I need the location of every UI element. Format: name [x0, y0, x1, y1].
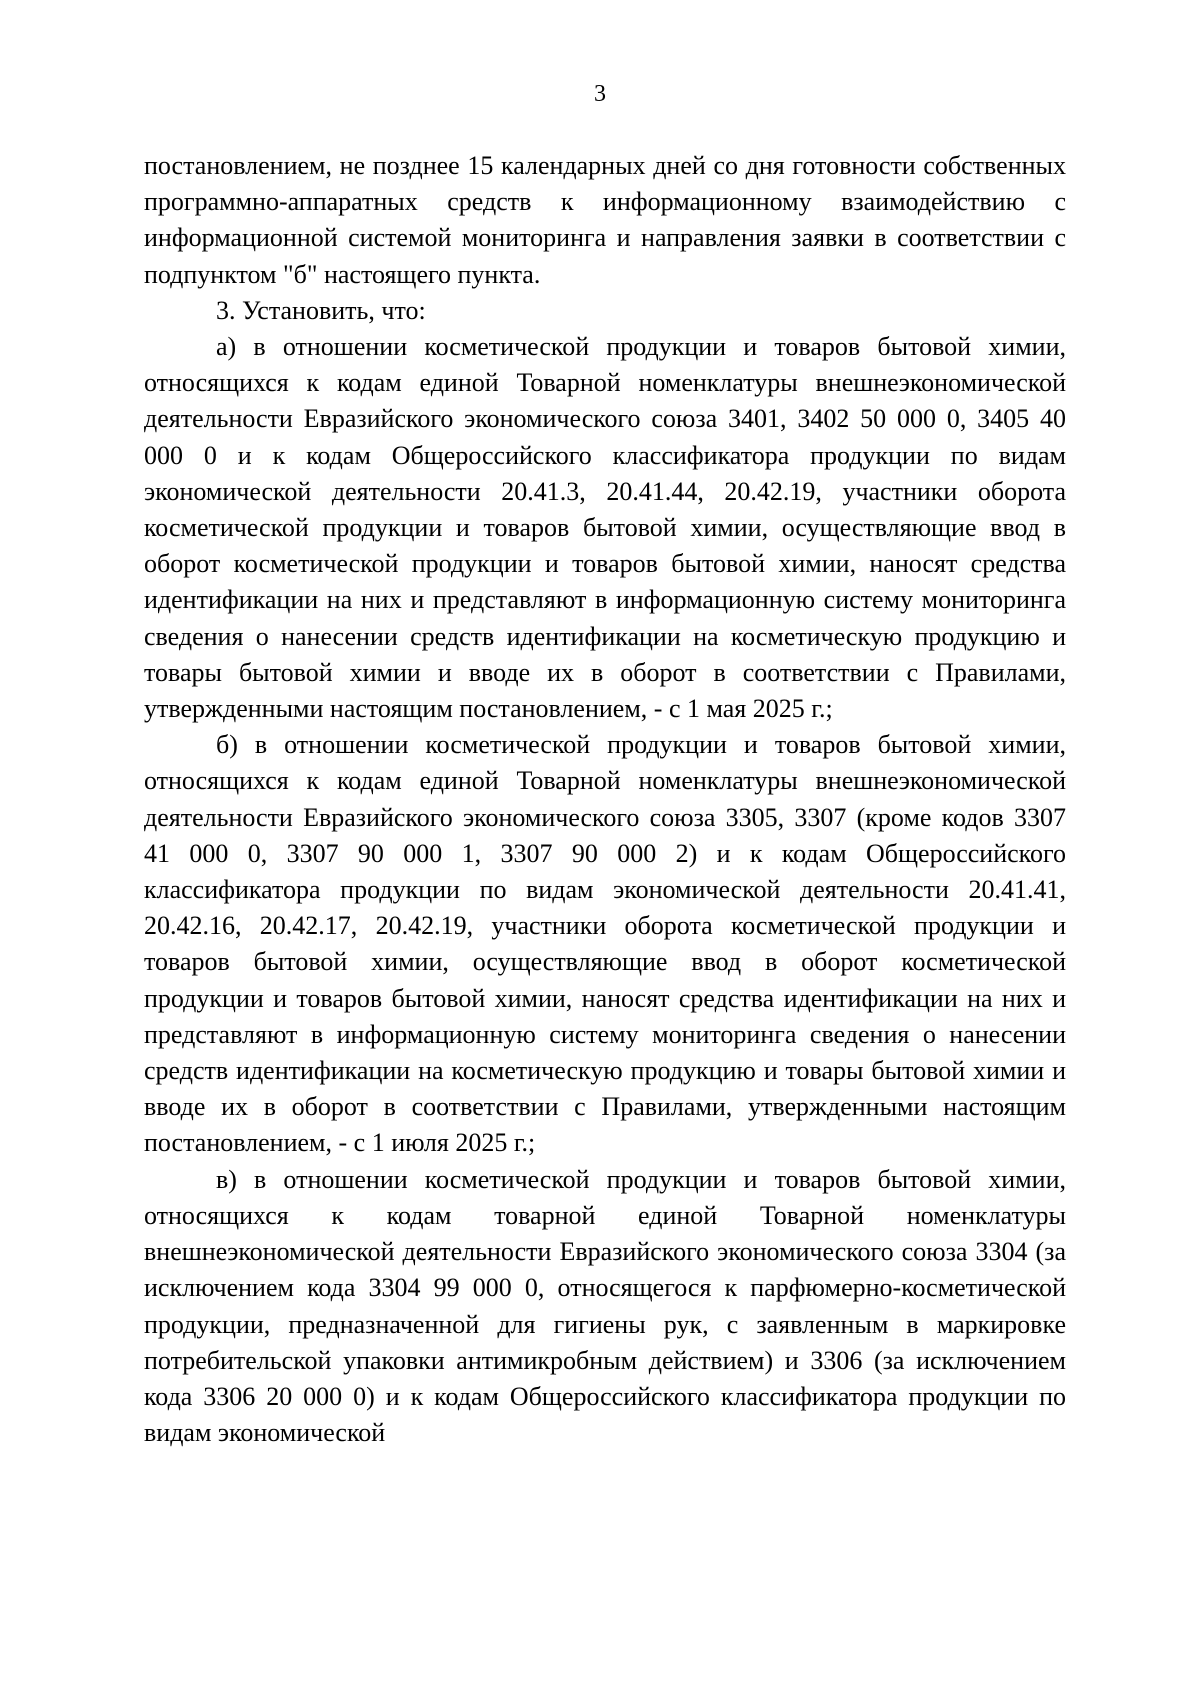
paragraph-subitem-v: в) в отношении косметической продукции и товаров бытовой химии, относящихся к кодам товарной единой Товарной номенклатуры внешнеэкономической деятельности Евразийского экономического союза 3304 (за исключением кода 3304 99 000 0, относящегося к парфюмерно-косметической продукции, предназначенной для гигиены рук, с заявленным в маркировке потребительской упаковки антимикробным действием) и 3306 (за исключением кода 3306 20 000 0) и к кодам Общероссийского классификатора продукции по видам экономической: [144, 1164, 1066, 1448]
paragraph-item-3: 3. Установить, что:: [216, 295, 426, 325]
page-number: 3: [594, 81, 606, 107]
paragraph-subitem-b: б) в отношении косметической продукции и товаров бытовой химии, относящихся к кодам единой Товарной номенклатуры внешнеэкономической деятельности Евразийского экономического союза 3305, 3307 (кроме кодов 3307 41 000 0, 3307 90 000 1, 3307 90 000 2) и к кодам Общероссийского классификатора продукции по видам экономической деятельности 20.41.41, 20.42.16, 20.42.17, 20.42.19, участники оборота косметической продукции и товаров бытовой химии, осуществляющие ввод в оборот косметической продукции и товаров бытовой химии, наносят средства идентификации на них и представляют в информационную систему мониторинга сведения о нанесении средств идентификации на косметическую продукцию и товары бытовой химии и вводе их в оборот в соответствии с Правилами, утвержденными настоящим постановлением, - с 1 июля 2025 г.;: [144, 730, 1066, 1158]
paragraph-subitem-a: а) в отношении косметической продукции и товаров бытовой химии, относящихся к кодам единой Товарной номенклатуры внешнеэкономической деятельности Евразийского экономического союза 3401, 3402 50 000 0, 3405 40 000 0 и к кодам Общероссийского классификатора продукции по видам экономической деятельности 20.41.3, 20.41.44, 20.42.19, участники оборота косметической продукции и товаров бытовой химии, осуществляющие ввод в оборот косметической продукции и товаров бытовой химии, наносят средства идентификации на них и представляют в информационную систему мониторинга сведения о нанесении средств идентификации на косметическую продукцию и товары бытовой химии и вводе их в оборот в соответствии с Правилами, утвержденными настоящим постановлением, - с 1 мая 2025 г.;: [144, 332, 1066, 724]
document-body: [144, 148, 1066, 1451]
paragraph-continuation: постановлением, не позднее 15 календарных дней со дня готовности собственных программно-аппаратных средств к информационному взаимодействию с информационной системой мониторинга и направления заявки в соответствии с подпунктом "б" настоящего пункта.: [144, 151, 1066, 289]
